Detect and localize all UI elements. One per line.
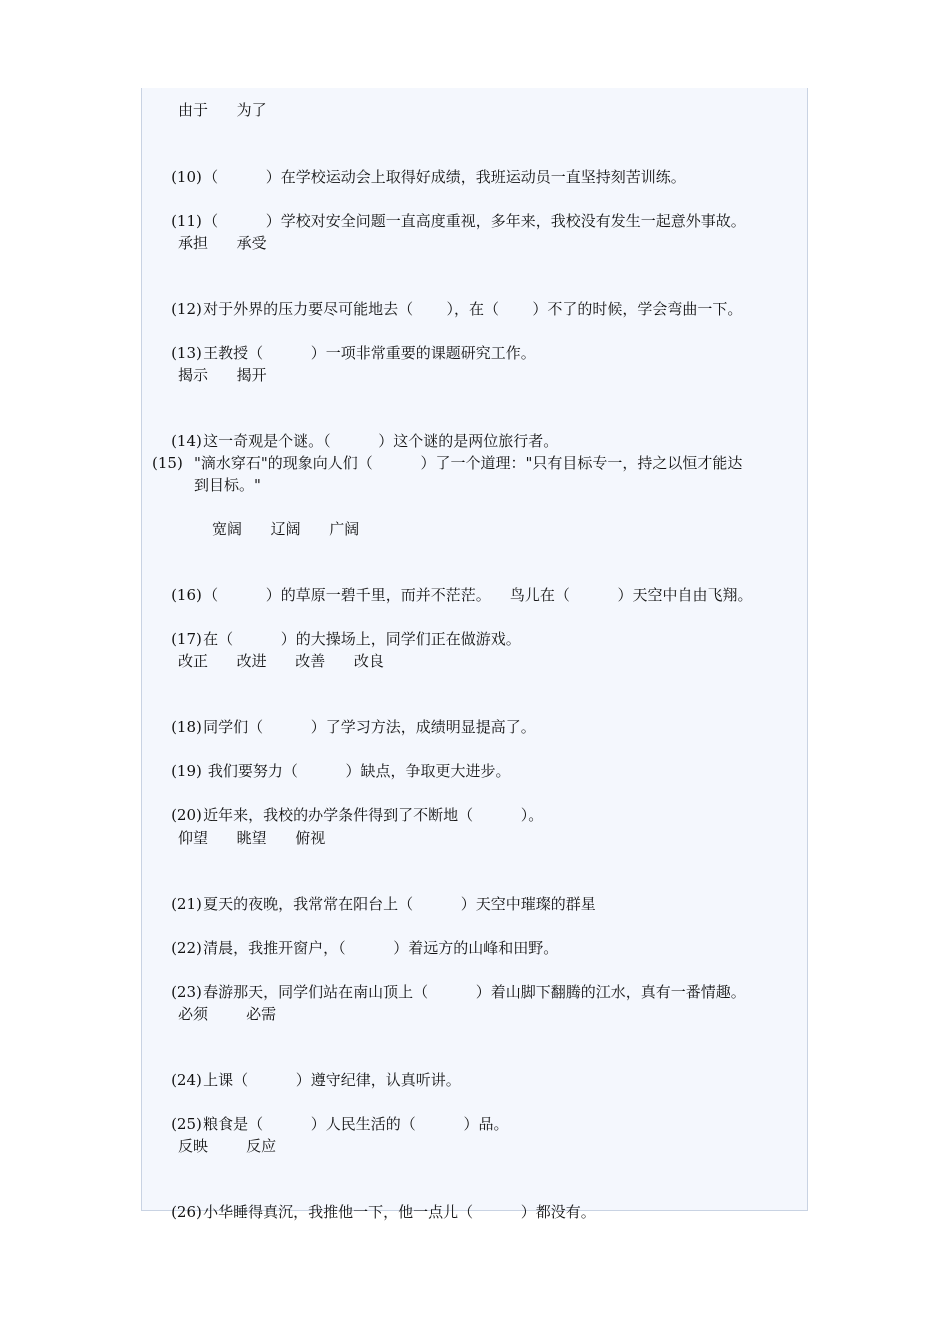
- option-group-6: 仰望 眺望 俯视: [178, 829, 326, 847]
- question-text: （ ）学校对安全问题一直高度重视，多年来，我校没有发生一起意外事故。: [203, 212, 746, 230]
- question-text: 在（ ）的大操场上，同学们正在做游戏。: [203, 630, 521, 648]
- question-number: (16): [171, 586, 202, 604]
- question-text: 同学们（ ）了学习方法，成绩明显提高了。: [203, 718, 536, 736]
- question-text: "滴水穿石"的现象向人们（ ）了一个道理："只有目标专一，持之以恒才能达: [194, 454, 743, 472]
- question-number: (15): [152, 454, 183, 472]
- option-group-2: 承担 承受: [178, 234, 267, 252]
- question-text: 王教授（ ）一项非常重要的课题研究工作。: [203, 344, 536, 362]
- question-text: 粮食是（ ）人民生活的（ ）品。: [203, 1115, 509, 1133]
- question-text: 上课（ ）遵守纪律，认真听讲。: [203, 1071, 461, 1089]
- question-text: 小华睡得真沉，我推他一下，他一点儿（ ）都没有。: [203, 1203, 596, 1221]
- question-number: (10): [171, 168, 202, 186]
- question-number: (24): [171, 1071, 202, 1089]
- question-text: 近年来，我校的办学条件得到了不断地（ ）。: [203, 806, 544, 824]
- option-group-7: 必须 必需: [178, 1005, 277, 1023]
- question-text-continued: 到目标。": [194, 476, 261, 494]
- question-26: [142, 1179, 596, 1245]
- question-number: (17): [171, 630, 202, 648]
- question-text: 清晨，我推开窗户，（ ）着远方的山峰和田野。: [203, 939, 559, 957]
- question-text: 这一奇观是个谜。（ ）这个谜的是两位旅行者。: [203, 432, 559, 450]
- question-text: （ ）的草原一碧千里，而并不茫茫。 鸟儿在（ ）天空中自由飞翔。: [203, 586, 753, 604]
- question-number: (25): [171, 1115, 202, 1133]
- option-group-8: 反映 反应: [178, 1137, 277, 1155]
- question-number: (21): [171, 895, 202, 913]
- question-number: (18): [171, 718, 202, 736]
- question-number: (14): [171, 432, 202, 450]
- question-text: 对于外界的压力要尽可能地去（ ），在（ ）不了的时候，学会弯曲一下。: [203, 300, 743, 318]
- option-group-1: 由于 为了: [178, 101, 267, 119]
- question-number: (19): [171, 762, 202, 780]
- option-group-4: 宽阔 辽阔 广阔: [212, 520, 360, 538]
- question-text: 春游那天，同学们站在南山顶上（ ）着山脚下翻腾的江水，真有一番情趣。: [203, 983, 746, 1001]
- option-group-5: 改正 改进 改善 改良: [178, 652, 384, 670]
- question-15: [142, 452, 752, 496]
- question-number: (26): [171, 1203, 202, 1221]
- question-number: (13): [171, 344, 202, 362]
- question-number: (23): [171, 983, 202, 1001]
- question-text: 我们要努力（ ）缺点，争取更大进步。: [203, 762, 511, 780]
- exercise-panel: [141, 88, 808, 1221]
- question-number: (22): [171, 939, 202, 957]
- question-number: (12): [171, 300, 202, 318]
- question-number: (20): [171, 806, 202, 824]
- option-group-3: 揭示 揭开: [178, 366, 267, 384]
- question-text: 夏天的夜晚，我常常在阳台上（ ）天空中璀璨的群星: [203, 895, 596, 913]
- question-text: （ ）在学校运动会上取得好成绩，我班运动员一直坚持刻苦训练。: [203, 168, 686, 186]
- question-number: (11): [171, 212, 202, 230]
